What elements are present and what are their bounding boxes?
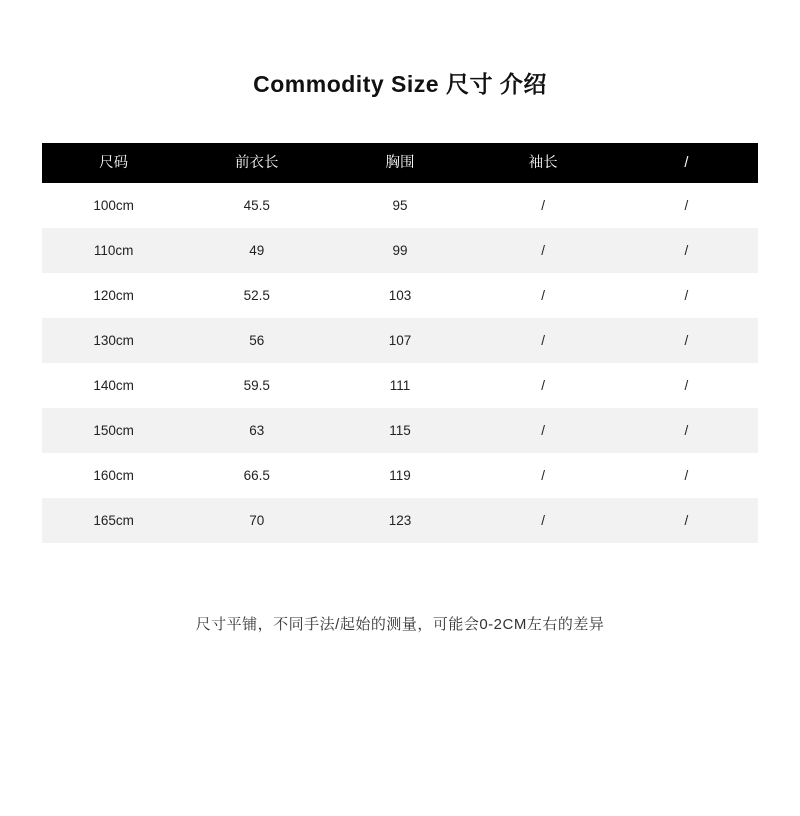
cell-sleeve-length: /: [472, 318, 615, 363]
cell-size: 160cm: [42, 453, 185, 498]
cell-size: 150cm: [42, 408, 185, 453]
column-header-extra: /: [615, 143, 758, 183]
column-header-bust: 胸围: [328, 143, 471, 183]
measurement-note: 尺寸平铺，不同手法/起始的测量，可能会0-2CM左右的差异: [195, 616, 605, 633]
cell-extra: /: [615, 183, 758, 228]
cell-extra: /: [615, 408, 758, 453]
cell-bust: 123: [328, 498, 471, 543]
table-header-row: [42, 143, 758, 183]
table-row: [42, 363, 758, 408]
cell-size: 110cm: [42, 228, 185, 273]
column-header-front-length: 前衣长: [185, 143, 328, 183]
cell-sleeve-length: /: [472, 453, 615, 498]
cell-sleeve-length: /: [472, 363, 615, 408]
cell-size: 140cm: [42, 363, 185, 408]
table-row: [42, 318, 758, 363]
cell-size: 100cm: [42, 183, 185, 228]
cell-front-length: 52.5: [185, 273, 328, 318]
cell-size: 130cm: [42, 318, 185, 363]
cell-bust: 99: [328, 228, 471, 273]
cell-bust: 95: [328, 183, 471, 228]
cell-front-length: 70: [185, 498, 328, 543]
cell-size: 120cm: [42, 273, 185, 318]
cell-sleeve-length: /: [472, 228, 615, 273]
cell-extra: /: [615, 273, 758, 318]
table-body: [42, 183, 758, 543]
cell-front-length: 56: [185, 318, 328, 363]
cell-extra: /: [615, 453, 758, 498]
size-table-container: [42, 143, 758, 543]
table-row: [42, 408, 758, 453]
table-header: [42, 143, 758, 183]
cell-bust: 111: [328, 363, 471, 408]
size-table: [42, 143, 758, 543]
cell-front-length: 63: [185, 408, 328, 453]
cell-front-length: 59.5: [185, 363, 328, 408]
cell-sleeve-length: /: [472, 408, 615, 453]
table-row: [42, 498, 758, 543]
column-header-size: 尺码: [42, 143, 185, 183]
cell-extra: /: [615, 228, 758, 273]
cell-sleeve-length: /: [472, 498, 615, 543]
cell-front-length: 49: [185, 228, 328, 273]
cell-sleeve-length: /: [472, 273, 615, 318]
cell-bust: 119: [328, 453, 471, 498]
cell-extra: /: [615, 498, 758, 543]
cell-sleeve-length: /: [472, 183, 615, 228]
cell-size: 165cm: [42, 498, 185, 543]
table-row: [42, 453, 758, 498]
page-title: Commodity Size 尺寸 介绍: [253, 71, 547, 97]
cell-extra: /: [615, 363, 758, 408]
table-row: [42, 228, 758, 273]
table-row: [42, 273, 758, 318]
cell-bust: 103: [328, 273, 471, 318]
cell-bust: 115: [328, 408, 471, 453]
cell-front-length: 45.5: [185, 183, 328, 228]
cell-extra: /: [615, 318, 758, 363]
table-row: [42, 183, 758, 228]
cell-front-length: 66.5: [185, 453, 328, 498]
column-header-sleeve-length: 袖长: [472, 143, 615, 183]
cell-bust: 107: [328, 318, 471, 363]
size-chart-page: [0, 66, 800, 816]
